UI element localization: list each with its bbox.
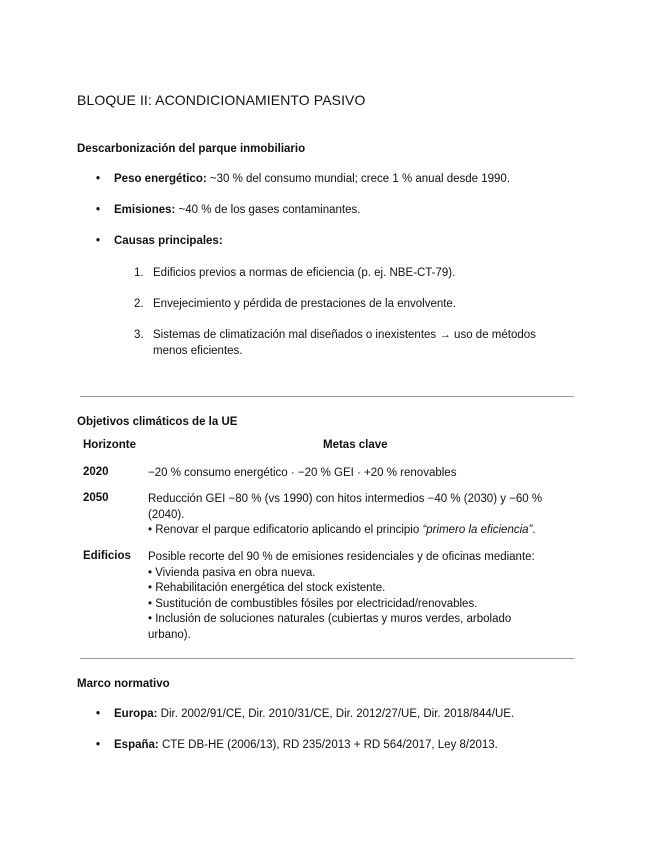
row-line — [148, 523, 568, 539]
bullet-icon: • — [96, 173, 101, 185]
item-number: 2. — [134, 298, 144, 310]
table-header-goals: Metas clave — [323, 439, 388, 451]
row-line: Reducción GEI −80 % (vs 1990) con hitos intermedios −40 % (2030) y −60 % — [148, 493, 543, 505]
section-heading-regulatory-framework: Marco normativo — [77, 678, 170, 690]
table-row-text — [148, 466, 568, 482]
item-text: Sistemas de climatización mal diseñados o inexistentes → uso de métodos menos eficientes. — [153, 329, 536, 357]
bullet-text: ~30 % del consumo mundial; crece 1 % anual desde 1990. — [206, 173, 511, 185]
bullet-label: Europa: — [114, 708, 158, 720]
row-line: urbano). — [148, 628, 191, 641]
item-text: Edificios previos a normas de eficiencia (p. ej. NBE-CT-79). — [153, 267, 456, 279]
bullet-icon: • — [96, 235, 101, 247]
bullet-text: Dir. 2002/91/CE, Dir. 2010/31/CE, Dir. 2012/27/UE, Dir. 2018/844/UE. — [157, 708, 515, 720]
bullet-text: CTE DB-HE (2006/13), RD 235/2013 + RD 564/2017, Ley 8/2013. — [158, 739, 498, 751]
row-line: • Inclusión de soluciones naturales (cubiertas y muros verdes, arbolado — [148, 613, 512, 625]
bullet-label: España: — [114, 739, 159, 751]
table-row-text — [148, 550, 568, 643]
row-line: (2040). — [148, 508, 185, 521]
row-line-prefix: • Renovar el parque edificatorio aplicando el principio — [148, 524, 423, 536]
divider — [80, 658, 574, 659]
row-line: −20 % consumo energético · −20 % GEI · +20 % renovables — [148, 467, 457, 479]
bullet-icon: • — [96, 708, 101, 720]
bullet-icon: • — [96, 204, 101, 216]
section-heading-eu-objectives: Objetivos climáticos de la UE — [77, 416, 238, 428]
item-text: Envejecimiento y pérdida de prestaciones de la envolvente. — [153, 298, 457, 310]
table-header-horizon: Horizonte — [83, 439, 137, 451]
page-title: BLOQUE II: ACONDICIONAMIENTO PASIVO — [77, 92, 366, 108]
row-line: Posible recorte del 90 % de emisiones residenciales y de oficinas mediante: — [148, 551, 535, 563]
table-row-label: Edificios — [83, 550, 131, 562]
row-line-italic: “primero la eficiencia” — [422, 524, 533, 536]
item-number: 1. — [134, 267, 144, 279]
divider — [80, 396, 574, 397]
table-row-label: 2050 — [83, 492, 109, 504]
row-line: • Vivienda pasiva en obra nueva. — [148, 566, 316, 579]
row-line-suffix: . — [532, 524, 536, 536]
item-number: 3. — [134, 329, 144, 341]
table-row-label: 2020 — [83, 466, 109, 478]
section-heading-decarbonization: Descarbonización del parque inmobiliario — [77, 143, 306, 155]
bullet-label: Causas principales: — [114, 235, 223, 247]
bullet-text: ~40 % de los gases contaminantes. — [175, 204, 361, 216]
row-line: • Sustitución de combustibles fósiles por electricidad/renovables. — [148, 597, 478, 610]
row-line: • Rehabilitación energética del stock existente. — [148, 582, 386, 594]
bullet-icon: • — [96, 739, 101, 751]
bullet-label: Peso energético: — [114, 173, 207, 185]
bullet-label: Emisiones: — [114, 204, 176, 216]
table-row-text — [148, 492, 568, 539]
